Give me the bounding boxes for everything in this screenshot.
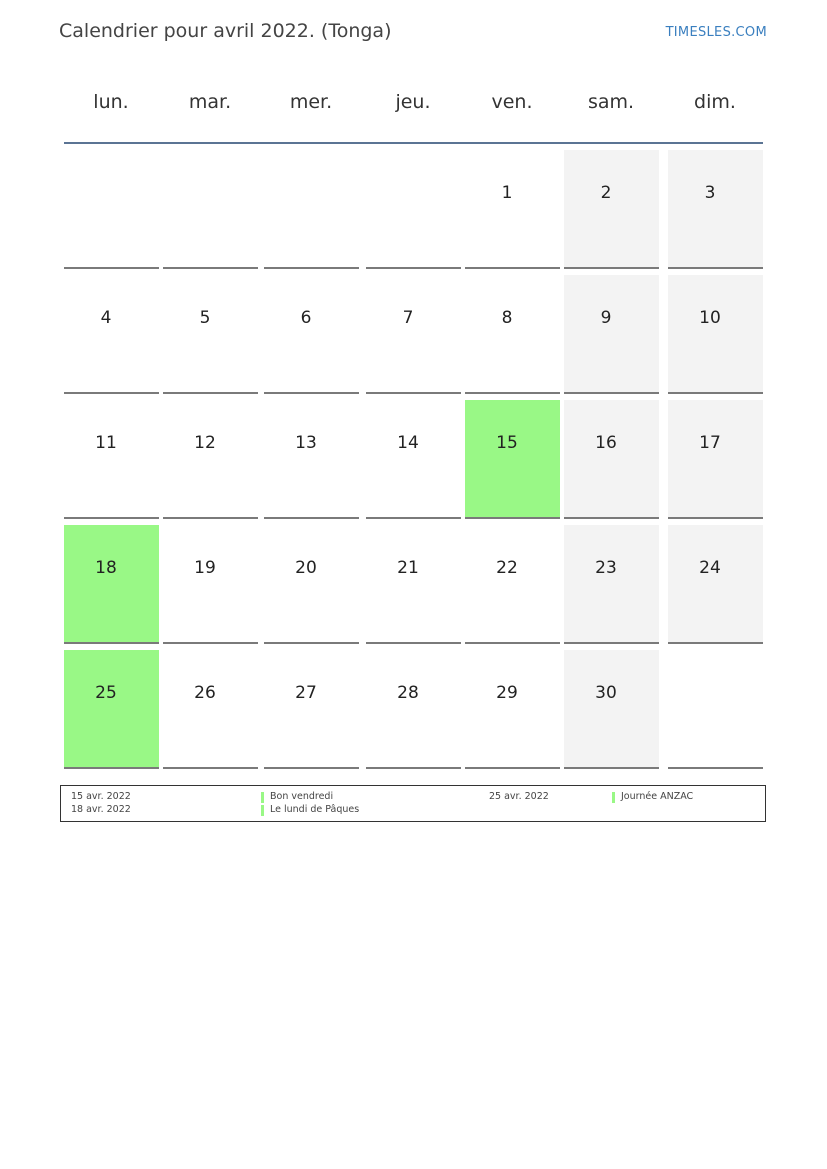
day-cell[interactable] [163, 525, 258, 644]
day-number: 14 [397, 433, 419, 453]
day-number: 4 [100, 308, 112, 328]
day-cell[interactable] [668, 275, 763, 394]
empty-day-cell [668, 650, 763, 769]
day-cell[interactable] [668, 150, 763, 269]
day-cell[interactable] [264, 275, 359, 394]
day-cell[interactable] [163, 400, 258, 519]
day-number: 28 [397, 683, 419, 703]
empty-day-cell [64, 150, 159, 269]
day-number: 16 [595, 433, 617, 453]
day-cell[interactable] [163, 650, 258, 769]
day-cell[interactable] [564, 525, 659, 644]
day-cell[interactable] [668, 400, 763, 519]
brand-link[interactable]: TIMESLES.COM [665, 25, 767, 40]
day-cell[interactable] [668, 525, 763, 644]
day-number: 10 [699, 308, 721, 328]
day-cell[interactable] [366, 650, 461, 769]
empty-day-cell [163, 150, 258, 269]
day-number: 9 [600, 308, 612, 328]
day-number: 18 [95, 558, 117, 578]
day-cell[interactable] [465, 150, 560, 269]
holiday-legend [60, 785, 766, 822]
header-divider [64, 142, 763, 144]
page-title: Calendrier pour avril 2022. (Tonga) [59, 20, 392, 42]
weekday-label: mer. [289, 91, 333, 113]
day-cell[interactable] [465, 400, 560, 519]
legend-holiday-name: Bon vendredi [270, 791, 334, 802]
day-number: 6 [300, 308, 312, 328]
day-number: 30 [595, 683, 617, 703]
day-cell[interactable] [163, 275, 258, 394]
legend-holiday-name: Journée ANZAC [621, 791, 694, 802]
legend-date: 15 avr. 2022 [71, 791, 131, 802]
day-cell[interactable] [465, 525, 560, 644]
weekday-label: ven. [491, 91, 533, 113]
day-cell[interactable] [64, 400, 159, 519]
day-cell[interactable] [366, 275, 461, 394]
legend-date: 25 avr. 2022 [489, 791, 549, 802]
legend-holiday-name: Le lundi de Pâques [270, 804, 360, 815]
day-number: 24 [699, 558, 721, 578]
day-cell[interactable] [366, 525, 461, 644]
day-cell[interactable] [564, 275, 659, 394]
day-number: 7 [402, 308, 414, 328]
day-number: 22 [496, 558, 518, 578]
day-cell[interactable] [564, 650, 659, 769]
day-number: 26 [194, 683, 216, 703]
day-cell[interactable] [564, 400, 659, 519]
day-number: 8 [501, 308, 513, 328]
day-cell[interactable] [64, 525, 159, 644]
day-cell[interactable] [264, 400, 359, 519]
day-cell[interactable] [366, 400, 461, 519]
day-number: 13 [295, 433, 317, 453]
day-number: 20 [295, 558, 317, 578]
weekday-label: sam. [587, 91, 635, 113]
holiday-color-swatch [261, 805, 264, 816]
day-cell[interactable] [465, 650, 560, 769]
holiday-color-swatch [261, 792, 264, 803]
day-number: 23 [595, 558, 617, 578]
day-number: 5 [199, 308, 211, 328]
day-number: 15 [496, 433, 518, 453]
day-number: 17 [699, 433, 721, 453]
weekday-label: dim. [694, 91, 736, 113]
weekday-label: jeu. [395, 91, 431, 113]
day-number: 19 [194, 558, 216, 578]
holiday-color-swatch [612, 792, 615, 803]
day-cell[interactable] [465, 275, 560, 394]
day-number: 11 [95, 433, 117, 453]
weekday-label: mar. [188, 91, 232, 113]
day-cell[interactable] [264, 525, 359, 644]
day-cell[interactable] [64, 275, 159, 394]
day-number: 27 [295, 683, 317, 703]
empty-day-cell [264, 150, 359, 269]
day-number: 21 [397, 558, 419, 578]
day-cell[interactable] [564, 150, 659, 269]
day-number: 12 [194, 433, 216, 453]
day-number: 29 [496, 683, 518, 703]
day-cell[interactable] [264, 650, 359, 769]
day-number: 2 [600, 183, 612, 203]
legend-date: 18 avr. 2022 [71, 804, 131, 815]
empty-day-cell [366, 150, 461, 269]
day-cell[interactable] [64, 650, 159, 769]
weekday-label: lun. [93, 91, 129, 113]
day-number: 3 [704, 183, 716, 203]
day-number: 1 [501, 183, 513, 203]
day-number: 25 [95, 683, 117, 703]
